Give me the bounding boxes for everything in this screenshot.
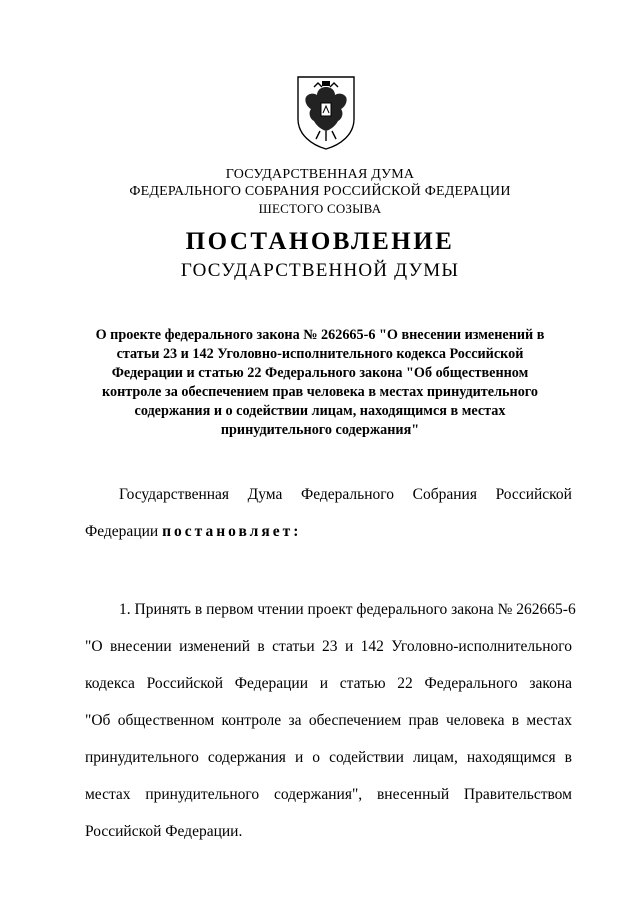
document-subtitle: ГОСУДАРСТВЕННОЙ ДУМЫ (180, 260, 460, 281)
coat-of-arms-icon (292, 73, 360, 151)
word: "О (85, 638, 103, 655)
word: принудительного (85, 749, 199, 766)
word: содействии (329, 749, 404, 766)
item1-line-4 (85, 712, 572, 730)
subject-line: принудительного содержания" (220, 422, 420, 438)
item1-line-2 (85, 638, 572, 656)
word: и (294, 749, 304, 766)
word: изменений (179, 638, 251, 655)
word: прав (408, 712, 439, 729)
word: Собрания (412, 486, 477, 503)
item1-line-7: Российской Федерации. (85, 823, 243, 840)
word: человека (446, 712, 505, 729)
subject-line: содержания и о содействии лицам, находящимся в местах (134, 403, 506, 419)
word: Российской (495, 486, 572, 503)
preamble-line-1 (85, 486, 572, 504)
word: статьи (272, 638, 315, 655)
word: принудительного (145, 786, 260, 803)
word: кодекса (85, 675, 135, 692)
word: внесенный (376, 786, 450, 803)
item1-line-6 (85, 786, 572, 804)
word: обеспечением (308, 712, 402, 729)
word: закона (529, 675, 572, 692)
word: 142 (360, 638, 384, 655)
word: находящимся (466, 749, 556, 766)
word: содержания", (273, 786, 363, 803)
word: 23 (322, 638, 338, 655)
word: 22 (397, 675, 413, 692)
document-subject (60, 326, 580, 440)
header-line-federal-assembly: ФЕДЕРАЛЬНОГО СОБРАНИЯ РОССИЙСКОЙ ФЕДЕРАЦИИ (129, 184, 511, 199)
word: в (257, 638, 265, 655)
word: о (312, 749, 321, 766)
word: Уголовно-исполнительного (391, 638, 572, 655)
item1-line-3 (85, 675, 572, 693)
word: Федерального (424, 675, 518, 692)
word: местах (85, 786, 131, 803)
resolves-verb: постановляет: (162, 523, 302, 540)
header-line-convocation: ШЕСТОГО СОЗЫВА (258, 201, 382, 216)
word: Федерального (300, 486, 395, 503)
word: и (319, 675, 329, 692)
word: Государственная (119, 486, 230, 503)
word: контроле (221, 712, 282, 729)
word: Дума (247, 486, 283, 503)
subject-line: контроле за обеспечением прав человека в местах принудительного (102, 384, 538, 400)
word: в (564, 749, 572, 766)
item1-line-5 (85, 749, 572, 767)
word: местах (526, 712, 572, 729)
word: статью (339, 675, 386, 692)
word: лицам, (412, 749, 458, 766)
subject-line: статьи 23 и 142 Уголовно-исполнительного кодекса Российской (116, 346, 524, 362)
word: "Об (85, 712, 111, 729)
word: за (288, 712, 302, 729)
subject-line: О проекте федерального закона № 262665-6 "О внесении изменений в (95, 327, 545, 343)
word: содержания (207, 749, 286, 766)
word: Правительством (463, 786, 572, 803)
preamble-prefix: Федерации (85, 523, 163, 540)
word: в (511, 712, 520, 729)
word: внесении (109, 638, 172, 655)
word: и (344, 638, 354, 655)
subject-line: Федерации и статью 22 Федерального закона "Об общественном (111, 365, 529, 381)
item1-line-1: 1. Принять в первом чтении проект федерального закона № 262665-6 (119, 601, 576, 618)
word: Российской (146, 675, 224, 692)
preamble-line-2 (85, 523, 572, 541)
word: Федерации (234, 675, 308, 692)
document-title: ПОСТАНОВЛЕНИЕ (185, 228, 455, 255)
word: общественном (117, 712, 215, 729)
header-line-duma: ГОСУДАРСТВЕННАЯ ДУМА (225, 167, 415, 182)
